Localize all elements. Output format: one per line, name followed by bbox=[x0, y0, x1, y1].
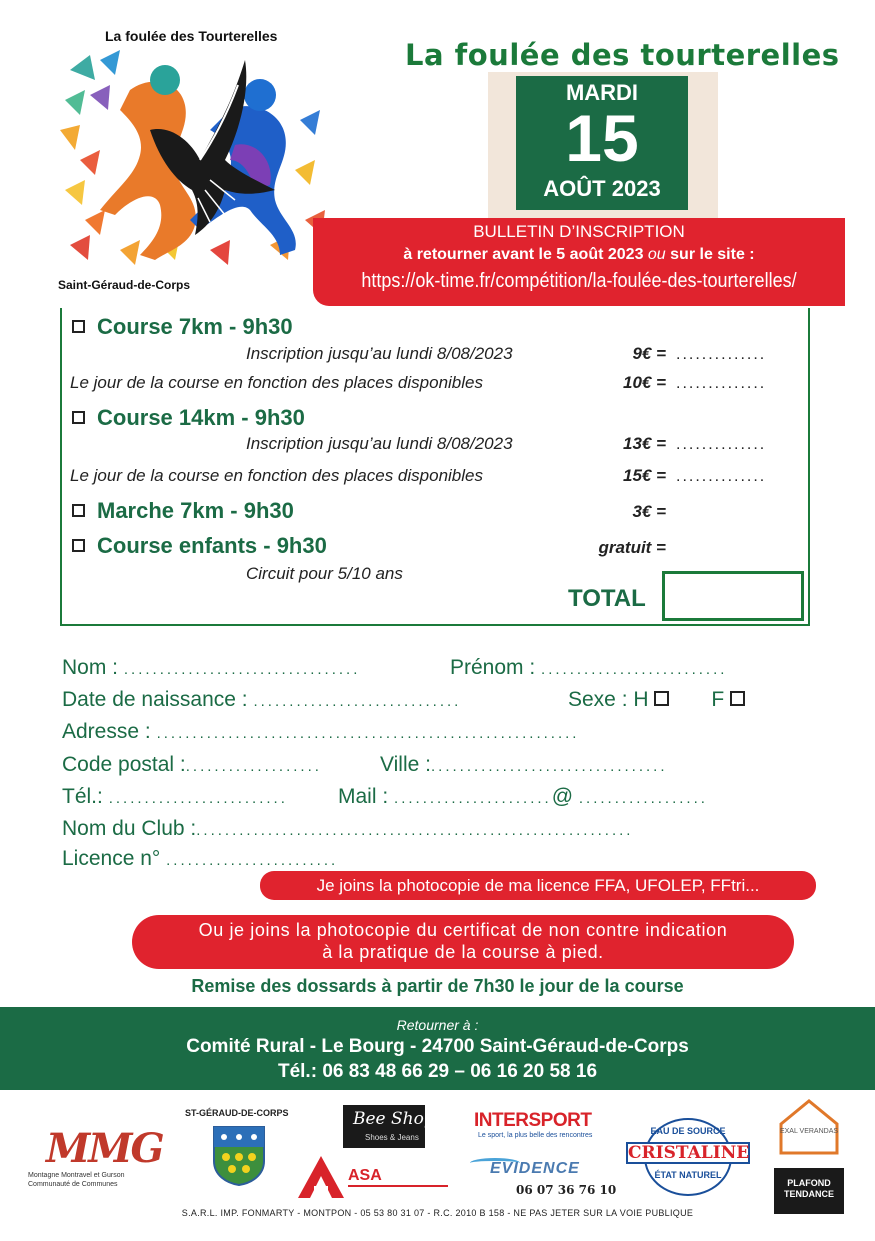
field-licence[interactable]: Licence n° ........................ bbox=[62, 847, 339, 870]
footer-phones: Tél.: 06 83 48 66 29 – 06 16 20 58 16 bbox=[277, 1061, 598, 1082]
checkbox-icon[interactable] bbox=[72, 539, 85, 552]
option-row-label: Inscription jusqu’au lundi 8/08/2023 bbox=[246, 344, 513, 363]
footer-address: Comité Rural - Le Bourg - 24700 Saint-Géraud-de-Corps bbox=[186, 1036, 689, 1057]
option-row-label: Le jour de la course en fonction des places disponibles bbox=[70, 466, 483, 485]
option-label: Marche 7km - 9h30 bbox=[97, 498, 294, 523]
certificate-line1: Ou je joins la photocopie du certificat de non contre indication bbox=[198, 920, 728, 940]
field-label: Nom : bbox=[62, 656, 119, 679]
date-box bbox=[516, 76, 688, 210]
imprint: S.A.R.L. IMP. FONMARTY - MONTPON - 05 53 80 31 07 - R.C. 2010 B 158 - NE PAS JETER SUR LA VOIE PUBLIQUE bbox=[181, 1208, 694, 1218]
house-icon bbox=[778, 1098, 840, 1156]
option-price: gratuit = bbox=[598, 538, 666, 557]
option-course-14km[interactable] bbox=[72, 405, 305, 431]
certificate-note bbox=[132, 915, 794, 969]
deadline-text: à retourner avant le 5 août 2023 bbox=[403, 246, 648, 263]
field-club[interactable]: Nom du Club :............................................................. bbox=[62, 817, 634, 840]
at-sign: @ bbox=[551, 785, 574, 808]
option-label: Course 14km - 9h30 bbox=[97, 405, 305, 430]
total-label: TOTAL bbox=[568, 585, 646, 612]
option-price: 9€ = bbox=[632, 344, 666, 363]
date-month: AOÛT 2023 bbox=[543, 176, 661, 201]
cristaline-top: EAU DE SOURCE bbox=[650, 1126, 726, 1136]
field-code-postal[interactable]: Code postal :................... bbox=[62, 753, 322, 776]
option-price: 15€ = bbox=[622, 466, 666, 485]
option-course-7km[interactable] bbox=[72, 314, 293, 340]
beeshop-text: Bee Shop bbox=[353, 1109, 435, 1129]
logo-title: La foulée des Tourterelles bbox=[105, 28, 278, 44]
field-tel[interactable]: Tél.: ......................... bbox=[62, 785, 288, 808]
bib-note: Remise des dossards à partir de 7h30 le jour de la course bbox=[191, 976, 684, 996]
option-price: 10€ = bbox=[622, 373, 666, 392]
cristaline-text: CRISTALINE bbox=[628, 1143, 750, 1163]
evidence-text: EVIDENCE bbox=[490, 1160, 580, 1177]
option-course-enfants[interactable] bbox=[72, 533, 327, 559]
intersport-subtitle: Le sport, la plus belle des rencontres bbox=[478, 1132, 593, 1139]
field-label: F bbox=[711, 688, 725, 711]
field-label: Code postal : bbox=[62, 753, 186, 776]
option-row-label: Le jour de la course en fonction des places disponibles bbox=[70, 373, 483, 392]
licence-note: Je joins la photocopie de ma licence FFA, UFOLEP, FFtri... bbox=[260, 871, 816, 900]
option-row-label: Inscription jusqu’au lundi 8/08/2023 bbox=[246, 434, 513, 453]
asa-underline bbox=[348, 1185, 448, 1187]
date-day-name: MARDI bbox=[565, 80, 639, 105]
amount-dots: .............. bbox=[676, 436, 767, 453]
sponsor-cristaline-logo bbox=[626, 1118, 750, 1196]
option-label: Course 7km - 9h30 bbox=[97, 314, 293, 339]
sponsor-evidence-logo bbox=[470, 1152, 617, 1200]
stgeraud-coat-of-arms-icon bbox=[212, 1125, 266, 1187]
checkbox-icon[interactable] bbox=[72, 411, 85, 424]
sponsor-beeshop-logo bbox=[343, 1105, 435, 1148]
option-price: 13€ = bbox=[622, 434, 666, 453]
registration-title: BULLETIN D’INSCRIPTION bbox=[473, 222, 685, 241]
registration-banner bbox=[313, 218, 845, 306]
checkbox-icon[interactable] bbox=[72, 320, 85, 333]
option-label: Course enfants - 9h30 bbox=[97, 533, 327, 558]
asa-logo-icon bbox=[296, 1154, 346, 1200]
field-label: Date de naissance : bbox=[62, 688, 248, 711]
field-label: Adresse : bbox=[62, 720, 151, 743]
sponsor-stgeraud-label: ST-GÉRAUD-DE-CORPS bbox=[185, 1108, 289, 1118]
field-label: Ville : bbox=[380, 753, 431, 776]
plafond-text: PLAFOND TENDANCE bbox=[783, 1178, 834, 1199]
total-input[interactable] bbox=[662, 571, 804, 621]
cristaline-bottom: ÉTAT NATUREL bbox=[654, 1170, 722, 1180]
checkbox-icon[interactable] bbox=[72, 504, 85, 517]
field-ville[interactable]: Ville :................................. bbox=[380, 753, 668, 776]
checkbox-f-icon[interactable] bbox=[730, 691, 745, 706]
amount-dots: .............. bbox=[676, 468, 767, 485]
field-label: Tél.: bbox=[62, 785, 103, 808]
sponsor-exal-logo bbox=[778, 1098, 840, 1156]
beeshop-subtitle: Shoes & Jeans bbox=[365, 1133, 419, 1142]
mmg-text: MMG bbox=[46, 1125, 163, 1172]
amount-dots: .............. bbox=[676, 346, 767, 363]
runners-dove-logo-icon bbox=[60, 50, 330, 275]
option-note: Circuit pour 5/10 ans bbox=[246, 564, 403, 583]
certificate-line2: à la pratique de la course à pied. bbox=[322, 942, 604, 962]
field-label: Nom du Club : bbox=[62, 817, 197, 840]
asa-text: ASA bbox=[348, 1167, 382, 1184]
deadline-site: sur le site : bbox=[665, 246, 755, 263]
amount-dots: .............. bbox=[676, 375, 767, 392]
option-price: 3€ = bbox=[632, 502, 666, 521]
logo-town: Saint-Géraud-de-Corps bbox=[58, 278, 191, 292]
evidence-phone: 06 07 36 76 10 bbox=[516, 1183, 617, 1197]
field-adresse[interactable]: Adresse : ........................................................... bbox=[62, 720, 580, 743]
option-marche-7km[interactable] bbox=[72, 498, 294, 524]
footer-return-to: Retourner à : bbox=[396, 1017, 479, 1033]
field-label: Sexe : H bbox=[568, 688, 649, 711]
sponsor-intersport-logo bbox=[474, 1110, 609, 1150]
date-day-number: 15 bbox=[565, 101, 639, 175]
footer-band bbox=[0, 1007, 875, 1090]
mmg-subtitle: Montagne Montravel et Gurson Communauté de Communes bbox=[28, 1172, 125, 1188]
intersport-text: INTERSPORT bbox=[474, 1110, 592, 1131]
registration-deadline bbox=[313, 246, 845, 264]
registration-url-link[interactable]: https://ok-time.fr/compétition/la-foulée-des-tourterelles/ bbox=[361, 270, 797, 292]
deadline-or: ou bbox=[647, 246, 666, 263]
event-title: La foulée des tourterelles bbox=[405, 38, 840, 72]
field-prenom[interactable]: Prénom : .......................... bbox=[450, 656, 728, 679]
field-label: Prénom : bbox=[450, 656, 536, 679]
checkbox-h-icon[interactable] bbox=[654, 691, 669, 706]
sponsor-mmg-logo bbox=[28, 1125, 173, 1195]
field-label: Mail : bbox=[338, 785, 389, 808]
exal-text: EXAL VERANDAS bbox=[779, 1128, 839, 1135]
field-sexe[interactable] bbox=[568, 688, 745, 712]
field-mail[interactable]: Mail : ......................@ .................. bbox=[338, 785, 708, 808]
field-date-naissance[interactable]: Date de naissance : ............................. bbox=[62, 688, 462, 711]
field-label: Licence n° bbox=[62, 847, 161, 870]
field-nom[interactable]: Nom : ................................. bbox=[62, 656, 361, 679]
